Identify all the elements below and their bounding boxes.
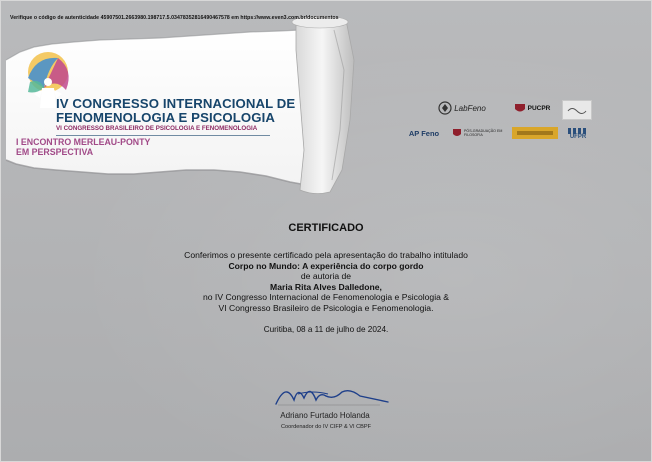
event-encontro-line-1: I ENCONTRO MERLEAU-PONTY [16,137,151,147]
event-encontro-line-2: EM PERSPECTIVA [16,147,94,157]
apfeno-label: AP Feno [408,128,440,138]
author-name: Maria Rita Alves Dalledone, [270,281,382,292]
ppg-label: PÓS-GRADUAÇÃO EM FILOSOFIA [464,129,503,137]
signature [268,378,398,408]
event-subtitle: VI CONGRESSO BRASILEIRO DE PSICOLOGIA E FENOMENOLOGIA [56,125,258,132]
body-line-intro: Conferimos o presente certificado pela apresentação do trabalho intitulado [184,250,468,260]
pucpr-logo [510,100,554,116]
certificate-body [0,250,652,313]
pucpr-label: PUCPR [527,104,551,112]
body-line-authorship: de autoria de [300,271,352,281]
title-divider [56,135,270,136]
ppg-crest-icon [452,128,462,138]
work-title: Corpo no Mundo: A experiência do corpo gordo [228,260,424,271]
certificate-date: Curitiba, 08 a 11 de julho de 2024. [263,325,389,334]
labfeno-icon [438,101,452,115]
ufpr-columns-icon [567,127,589,134]
labfeno-label: LabFeno [454,103,486,113]
event-title-block [16,96,296,157]
sponsor-logos [404,98,604,146]
signatory-name: Adriano Furtado Holanda [280,411,370,420]
body-line-congress-1: no IV Congresso Internacional de Fenomenologia e Psicologia & [202,292,450,302]
ufpr-logo [564,125,592,141]
gt-wave-icon [567,105,587,115]
gt-logo [562,100,592,120]
event-title-line-1: IV CONGRESSO INTERNACIONAL DE [56,96,296,111]
ppg-logo [450,126,506,140]
pucpr-crest-icon [514,102,526,114]
yellow-sponsor-icon [515,129,555,137]
yellow-sponsor-logo [512,127,558,139]
event-title-line-2: FENOMENOLOGIA E PSICOLOGIA [56,110,275,125]
certificate-title: CERTIFICADO [288,222,364,234]
labfeno-logo [430,100,494,116]
ufpr-label: UFPR [569,133,587,140]
signature-image [268,378,398,408]
verification-note: Verifique o código de autenticidade 45907501.2663980.198717.5.03478352816490467578 em https://www.even3.com.br/documentos [10,15,339,21]
body-line-congress-2: VI Congresso Brasileiro de Psicologia e Fenomenologia. [218,302,434,313]
signatory-role: Coordenador do IV CIFP & VI CBPF [280,424,372,430]
apfeno-logo [404,124,444,142]
